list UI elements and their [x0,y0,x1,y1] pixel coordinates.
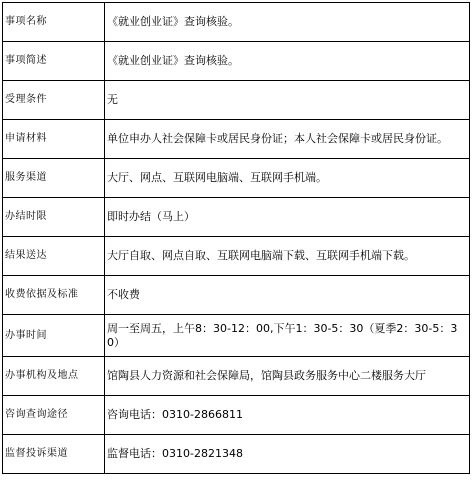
row-label-item-summary: 事项简述 [3,42,105,81]
row-label-channels: 服务渠道 [3,159,105,198]
row-label-inquiry: 咨询查询途径 [3,396,105,435]
row-value-complaint: 监督电话：0310-2821348 [105,435,470,474]
table-row [3,159,470,198]
table-row [3,315,470,357]
row-label-result-delivery: 结果送达 [3,237,105,276]
row-value-conditions: 无 [105,81,470,120]
row-label-item-name: 事项名称 [3,3,105,42]
table-row [3,81,470,120]
row-value-office-hours: 周一至周五，上午8：30-12：00,下午1：30-5：30（夏季2：30-5：30） [105,315,470,357]
row-label-office-hours: 办事时间 [3,315,105,357]
row-value-item-name: 《就业创业证》查询核验。 [105,3,470,42]
table-row [3,396,470,435]
table-row [3,198,470,237]
row-value-channels: 大厅、网点、互联网电脑端、互联网手机端。 [105,159,470,198]
row-value-inquiry: 咨询电话：0310-2866811 [105,396,470,435]
service-info-table [2,2,470,474]
row-label-fees: 收费依据及标准 [3,276,105,315]
table-row [3,120,470,159]
row-label-conditions: 受理条件 [3,81,105,120]
row-label-office-location: 办事机构及地点 [3,357,105,396]
row-value-time-limit: 即时办结（马上） [105,198,470,237]
table-row [3,435,470,474]
table-row [3,276,470,315]
row-value-item-summary: 《就业创业证》查询核验。 [105,42,470,81]
row-label-complaint: 监督投诉渠道 [3,435,105,474]
row-value-fees: 不收费 [105,276,470,315]
table-row [3,3,470,42]
table-row [3,42,470,81]
row-label-materials: 申请材料 [3,120,105,159]
row-value-result-delivery: 大厅自取、网点自取、互联网电脑端下载、互联网手机端下载。 [105,237,470,276]
row-label-time-limit: 办结时限 [3,198,105,237]
row-value-materials: 单位申办人社会保障卡或居民身份证；本人社会保障卡或居民身份证。 [105,120,470,159]
table-row [3,357,470,396]
row-value-office-location: 馆陶县人力资源和社会保障局，馆陶县政务服务中心二楼服务大厅 [105,357,470,396]
table-row [3,237,470,276]
